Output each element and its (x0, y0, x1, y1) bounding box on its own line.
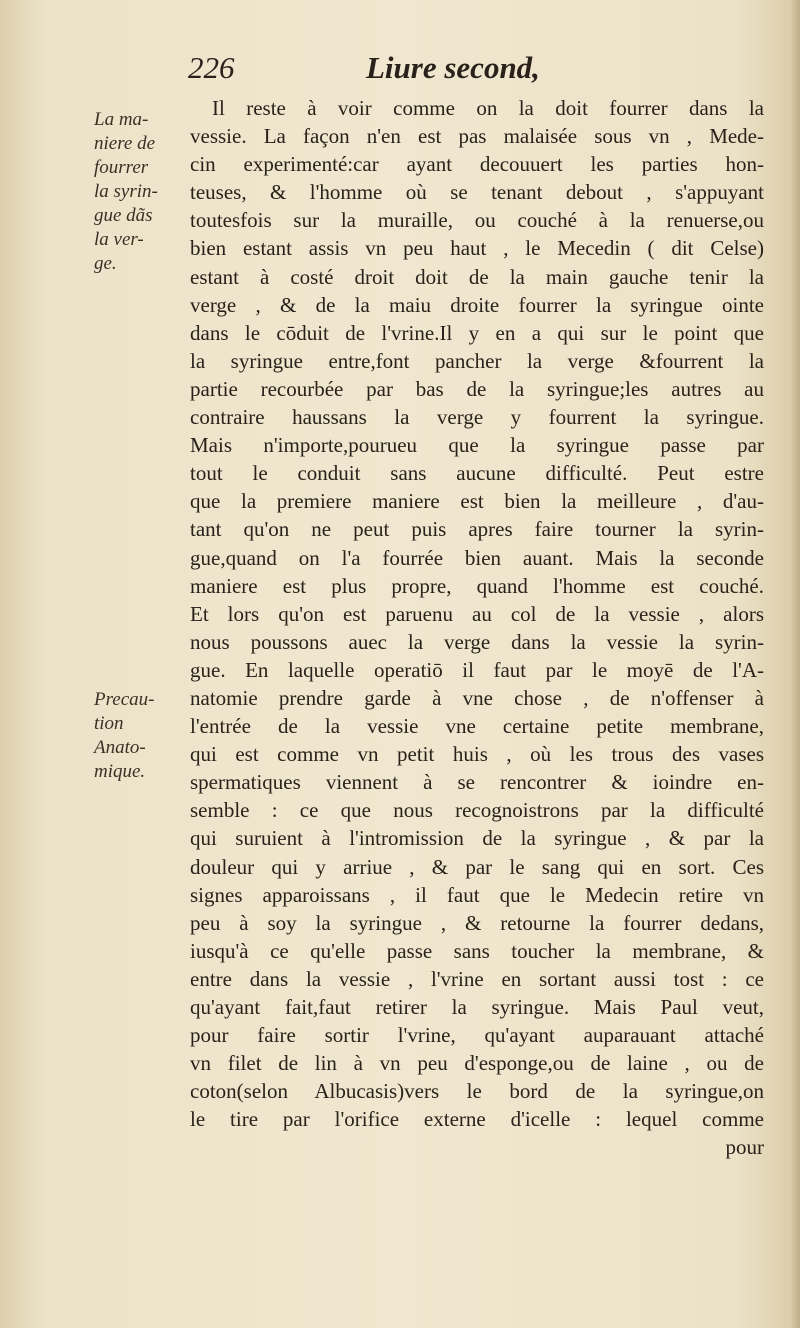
margin-note-line: La ma- (94, 109, 149, 130)
margin-note-line: tion (94, 713, 124, 734)
text-line: entre dans la vessie , l'vrine en sortant aussi tost : ce (190, 966, 764, 991)
margin-note-line: mique. (94, 761, 146, 782)
margin-note-line: Precau- (94, 689, 155, 710)
text-line: teuses, & l'homme où se tenant debout , s'appuyant (190, 180, 764, 205)
margin-note (94, 688, 186, 784)
text-line: que la premiere maniere est bien la meilleure , d'au- (190, 489, 764, 514)
text-line: la syringue entre,font pancher la verge &fourrent la (190, 348, 764, 373)
running-header (188, 48, 748, 88)
running-title: Liure second, (366, 50, 540, 85)
text-line: dans le cōduit de l'vrine.Il y en a qui sur le point que (190, 320, 764, 345)
text-line: qu'ayant fait,faut retirer la syringue. Mais Paul veut, (190, 995, 764, 1019)
text-line: contraire haussans la verge y fourrent la syringue. (190, 405, 764, 430)
text-line: natomie prendre garde à vne chose , de n'offenser à (190, 685, 764, 710)
text-line: partie recourbée par bas de la syringue;les autres au (190, 376, 764, 401)
margin-note-line: gue dãs (94, 205, 153, 226)
text-line: le tire par l'orifice externe d'icelle : lequel comme (190, 1107, 764, 1132)
text-line: qui suruient à l'intromission de la syringue , & par la (190, 826, 764, 851)
body-text (190, 94, 764, 1162)
text-line: signes apparoissans , il faut que le Medecin retire vn (190, 882, 764, 907)
text-line: peu à soy la syringue , & retourne la fourrer dedans, (190, 910, 764, 935)
text-line: cin experimenté:car ayant decouuert les parties hon- (190, 152, 764, 177)
text-line: vessie. La façon n'en est pas malaisée sous vn , Mede- (190, 124, 764, 149)
text-line: l'entrée de la vessie vne certaine petite membrane, (190, 714, 764, 739)
text-line: gue,quand on l'a fourrée bien auant. Mais la seconde (190, 545, 764, 570)
text-line: gue. En laquelle operatiō il faut par le moyē de l'A- (190, 657, 764, 682)
margin-note-line: la syrin- (94, 181, 158, 202)
text-line: vn filet de lin à vn peu d'esponge,ou de laine , ou de (190, 1051, 764, 1076)
text-line: tant qu'on ne peut puis apres faire tourner la syrin- (190, 517, 764, 542)
text-line: verge , & de la maiu droite fourrer la syringue ointe (190, 292, 764, 317)
margin-note-line: Anato- (94, 737, 146, 758)
text-line: qui est comme vn petit huis , où les trous des vases (190, 742, 764, 767)
margin-note-line: niere de (94, 133, 156, 154)
text-line: douleur qui y arriue , & par le sang qui en sort. Ces (190, 854, 764, 879)
margin-note-line: ge. (94, 253, 117, 274)
text-line: tout le conduit sans aucune difficulté. Peut estre (190, 461, 764, 486)
text-line: Il reste à voir comme on la doit fourrer dans la (212, 96, 764, 120)
page-edge-shadow (790, 0, 800, 1328)
catchword: pour (725, 1135, 764, 1160)
text-line: spermatiques viennent à se rencontrer & ioindre en- (190, 770, 764, 795)
text-line: Et lors qu'on est paruenu au col de la vessie , alors (190, 601, 764, 626)
text-line: bien estant assis vn peu haut , le Mecedin ( dit Celse) (190, 236, 764, 261)
margin-note-line: fourrer (94, 157, 149, 178)
text-line: pour faire sortir l'vrine, qu'ayant auparauant attaché (190, 1023, 764, 1048)
text-line: semble : ce que nous recognoistrons par la difficulté (190, 798, 764, 823)
text-line: coton(selon Albucasis)vers le bord de la syringue,on (190, 1079, 764, 1104)
margin-note-line: la ver- (94, 229, 144, 250)
text-line: nous poussons auec la verge dans la vessie la syrin- (190, 629, 764, 654)
text-line: estant à costé droit doit de la main gauche tenir la (190, 264, 764, 289)
page-number: 226 (188, 50, 235, 85)
margin-note (94, 108, 186, 276)
text-line: maniere est plus propre, quand l'homme est couché. (190, 573, 764, 598)
text-line: toutesfois sur la muraille, ou couché à la renuerse,ou (190, 208, 764, 233)
text-line: Mais n'importe,pourueu que la syringue passe par (190, 433, 764, 458)
text-line: iusqu'à ce qu'elle passe sans toucher la membrane, & (190, 938, 764, 963)
